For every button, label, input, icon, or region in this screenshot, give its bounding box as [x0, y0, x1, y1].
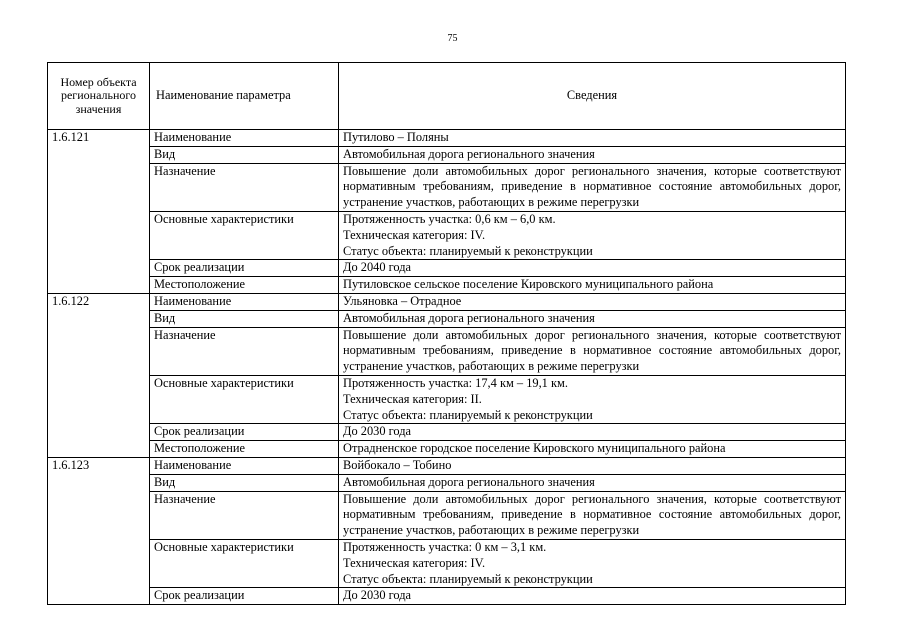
parameter-name-cell: Местоположение — [150, 277, 339, 294]
parameter-name-cell: Вид — [150, 474, 339, 491]
details-line: Повышение доли автомобильных дорог регионального значения, которые соответствуют нормативным требованиям, приведение в нормативное состояние автомобильных дорог, устранение участков, работающих в режиме перегрузки — [343, 491, 841, 538]
details-line: Повышение доли автомобильных дорог регионального значения, которые соответствуют нормативным требованиям, приведение в нормативное состояние автомобильных дорог, устранение участков, работающих в режиме перегрузки — [343, 327, 841, 374]
details-line: До 2030 года — [343, 424, 412, 439]
table-row — [48, 441, 846, 458]
parameter-name-cell: Назначение — [150, 491, 339, 539]
parameter-name-cell: Срок реализации — [150, 424, 339, 441]
parameter-name-cell: Наименование — [150, 293, 339, 310]
parameter-name-cell: Вид — [150, 146, 339, 163]
details-cell — [339, 293, 846, 310]
details-line: Протяженность участка: 0,6 км – 6,0 км. — [343, 211, 556, 226]
object-number-cell: 1.6.121 — [48, 130, 150, 294]
parameter-name-cell: Основные характеристики — [150, 539, 339, 587]
details-cell — [339, 457, 846, 474]
details-cell — [339, 539, 846, 587]
table-row — [48, 211, 846, 259]
details-line: Техническая категория: IV. — [343, 227, 486, 242]
table-row — [48, 474, 846, 491]
header-object-number: Номер объекта регионального значения — [48, 63, 150, 130]
table-row — [48, 163, 846, 211]
table-row — [48, 424, 846, 441]
parameter-name-cell: Основные характеристики — [150, 211, 339, 259]
details-line: Повышение доли автомобильных дорог регионального значения, которые соответствуют нормативным требованиям, приведение в нормативное состояние автомобильных дорог, устранение участков, работающих в режиме перегрузки — [343, 163, 841, 210]
parameter-name-cell: Наименование — [150, 130, 339, 147]
details-cell — [339, 130, 846, 147]
details-line: Путиловское сельское поселение Кировского муниципального района — [343, 277, 714, 292]
table-row — [48, 277, 846, 294]
details-line: Техническая категория: IV. — [343, 555, 486, 570]
details-cell — [339, 163, 846, 211]
details-line: Статус объекта: планируемый к реконструкции — [343, 243, 593, 258]
parameter-name-cell: Назначение — [150, 327, 339, 375]
details-cell — [339, 277, 846, 294]
details-cell — [339, 310, 846, 327]
parameter-name-cell: Срок реализации — [150, 588, 339, 605]
object-number-cell: 1.6.122 — [48, 293, 150, 457]
details-line: Автомобильная дорога регионального значения — [343, 474, 595, 489]
regional-objects-table — [47, 62, 846, 605]
details-line: До 2030 года — [343, 588, 412, 603]
details-line: Автомобильная дорога регионального значения — [343, 310, 595, 325]
table-row — [48, 130, 846, 147]
details-cell — [339, 474, 846, 491]
details-line: Ульяновка – Отрадное — [343, 293, 462, 308]
page-number: 75 — [447, 33, 458, 44]
table-row — [48, 491, 846, 539]
details-cell — [339, 146, 846, 163]
details-line: Войбокало – Тобино — [343, 457, 452, 472]
table-row — [48, 327, 846, 375]
details-cell — [339, 491, 846, 539]
details-line: Статус объекта: планируемый к реконструкции — [343, 407, 593, 422]
object-number-cell: 1.6.123 — [48, 457, 150, 604]
header-parameter-name: Наименование параметра — [150, 63, 339, 130]
parameter-name-cell: Срок реализации — [150, 260, 339, 277]
table-row — [48, 375, 846, 423]
details-cell — [339, 588, 846, 605]
details-line: Отрадненское городское поселение Кировского муниципального района — [343, 441, 726, 456]
table-header-row — [48, 63, 846, 130]
parameter-name-cell: Основные характеристики — [150, 375, 339, 423]
details-cell — [339, 211, 846, 259]
details-line: Статус объекта: планируемый к реконструкции — [343, 571, 593, 586]
details-cell — [339, 327, 846, 375]
parameter-name-cell: Наименование — [150, 457, 339, 474]
details-line: Протяженность участка: 17,4 км – 19,1 км. — [343, 375, 568, 390]
table-row — [48, 588, 846, 605]
details-cell — [339, 260, 846, 277]
parameter-name-cell: Вид — [150, 310, 339, 327]
details-line: Протяженность участка: 0 км – 3,1 км. — [343, 539, 547, 554]
details-cell — [339, 441, 846, 458]
table-row — [48, 146, 846, 163]
table-row — [48, 293, 846, 310]
table-row — [48, 310, 846, 327]
header-details: Сведения — [339, 63, 846, 130]
table-row — [48, 539, 846, 587]
details-line: До 2040 года — [343, 260, 412, 275]
details-cell — [339, 424, 846, 441]
details-line: Автомобильная дорога регионального значения — [343, 146, 595, 161]
table-body — [48, 130, 846, 605]
table-row — [48, 457, 846, 474]
details-cell — [339, 375, 846, 423]
parameter-name-cell: Назначение — [150, 163, 339, 211]
details-line: Путилово – Поляны — [343, 130, 449, 144]
parameter-name-cell: Местоположение — [150, 441, 339, 458]
details-line: Техническая категория: II. — [343, 391, 482, 406]
table-row — [48, 260, 846, 277]
